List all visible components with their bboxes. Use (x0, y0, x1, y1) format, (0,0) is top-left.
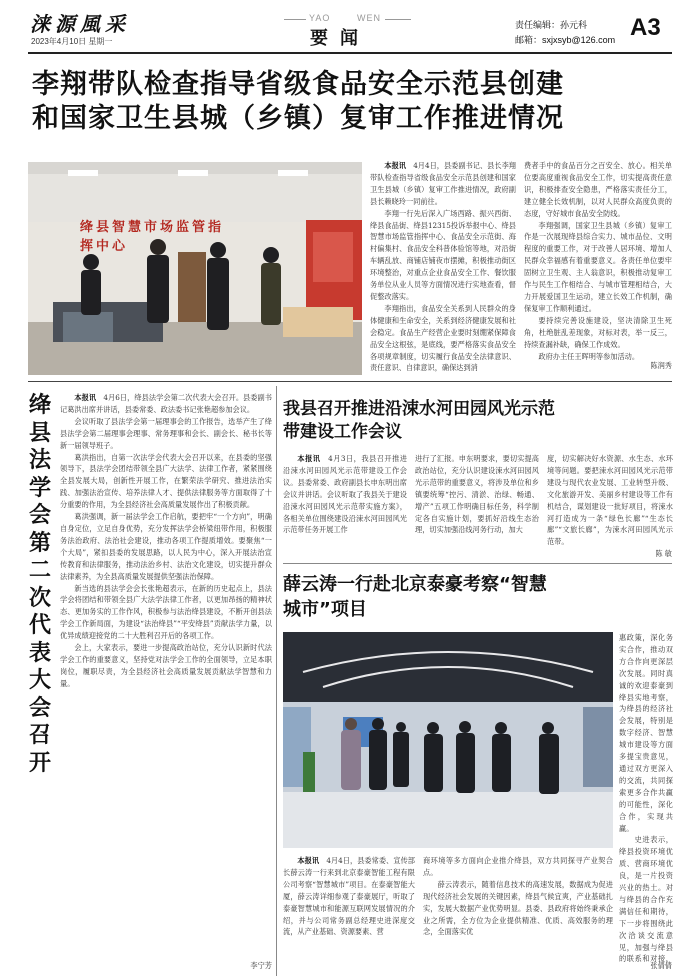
section-divider-right (385, 19, 411, 20)
law-p4: 葛洪强调，新一届法学会工作启航，要把牢“一个方向”，明确自身定位，立足自身优势，充分发挥法学会桥梁纽带作用，积极服务法治政府、法治社会建设，推动各项工作提质增效。要聚焦“一个大局”，紧扣县委的发展思路，以人民为中心，深入开展法治宣传教育和法律服务，推动法治乡村、法治文化建设，切实提升群众法律素养，为全县高质量发展提供坚强法治保障。 (60, 512, 272, 581)
law-p3: 葛洪指出，自第一次法学会代表大会召开以来，在县委的坚强领导下，县法学会团结带领全县广大法学、法律工作者，紧紧围绕全县发展大局，创新性开展工作，在繁荣法学研究、推进法治实践、加强法治宣传、培养法律人才、提供法律服务等方面取得了十分重要的作用，为全县经济社会高质量发展作出了积极贡献。 (60, 452, 272, 510)
smart-city-author: 张倩倩 (650, 961, 672, 970)
section-name: 要闻 (310, 28, 370, 49)
section-pinyin-right: WEN (357, 13, 381, 23)
law-author: 李宁芳 (250, 961, 272, 970)
lead-col2-p4: 政府办主任王晖明等参加活动。 (538, 351, 640, 360)
lead-col1-p2: 李翔一行先后深入广场西路、振兴西街、绛县食品街、绛县12315投诉举报中心、绛县智慧市场监管指挥中心、食品安全示范街、海村偏集村、食品安全科普体验馆等地，对沿街车辆乱放、商铺店铺夜市摆摊，积极推动街区环境整治，对重点企业食品安全工作、餐饮服务单位从业人员等方面情况进行实地查看，督促整改落实。 (370, 208, 516, 301)
lead-column-1 (370, 160, 516, 376)
law-p6: 会上，大家表示，要进一步提高政治站位，充分认识新时代法学会工作的重要意义，坚持党对法学会工作的全面领导，立足本职岗位，履职尽责，为全县经济社会高质量发展贡献法学智慧和力量。 (60, 643, 272, 688)
river-col1-text: 4月3日，我县召开推进沿涑水河田园风光示范带建设工作会议。县委常委、政府副县长申东明出席会议并讲话。会议听取了我县关于建设沿涑水河田园风光示范带实施方案》，各相关单位围绕建设沿涑水河田园风光示范带任务开展工作 (283, 454, 407, 535)
section-pinyin-left: YAO (309, 13, 331, 23)
law-p1: 4月6日，绛县法学会第二次代表大会召开。县委副书记葛洪出席并讲话，县委常委、政法委书记张艳超参加会议。 (60, 393, 272, 414)
email-line: 邮箱：sxjxsyb@126.com (515, 35, 616, 45)
river-headline (283, 398, 673, 444)
river-column-3 (547, 453, 673, 549)
river-column-2 (415, 453, 539, 561)
smart-city-bottom-col2-text: 商环境等多方面向企业推介绛县，双方共同探寻产业契合点。 薛云涛表示，随着信息技术的高速发展，数据成为促进现代经济社会发展的关键因素，绛县气候宜爽，产业基础扎实，发展大数据产业优势明显。县委、县政府将始终秉承企业之所需，全方位为企业提供精准、优质、高效服务的理念，全面落实优 (423, 856, 613, 937)
lead-col2-p2: 李翔强调，国家卫生县城（乡镇）复审工作是一次展现绛县综合实力、城市品位、文明程度的重要工作，对于改善人居环境、增加人民群众幸福感有着重要意义。各责任单位要牢固树立卫生观、主人翁意识，积极推动复审工作与民生工作相结合、与城市管理相结合，大力开展爱国卫生运动，建立长效工作机制，确保复审工作顺利通过。 (524, 220, 672, 313)
river-headline-line1: 我县召开推进沿涑水河田园风光示范 (283, 399, 555, 419)
law-body (60, 392, 272, 960)
lead-photo-illustration (28, 162, 362, 375)
smart-city-dateline-tag: 本报讯 (297, 856, 320, 865)
issue-date: 2023年4月10日 星期一 (31, 37, 113, 46)
lead-headline (32, 68, 672, 136)
smart-city-photo-illustration (283, 632, 613, 848)
lead-headline-line2: 和国家卫生县城（乡镇）复审工作推进情况 (32, 103, 564, 134)
smart-city-headline (283, 572, 673, 622)
smart-city-bottom-column-1 (283, 855, 415, 975)
lead-col1-p3: 李翔指出，食品安全关系到人民群众的身体健康和生命安全，关系到经济健康发展和社会稳定。食品生产经营企业要时刻绷紧保障食品安全这根弦，是底线，要严格落实食品安全各项规章制度，切实履行食品安全法律意识、责任意识、自律意识，确保达到消 (370, 303, 516, 373)
lead-dateline-tag: 本报讯 (384, 161, 406, 170)
lead-column-2 (524, 160, 672, 360)
smart-city-right-column (619, 632, 673, 964)
river-col3-text: 度，切实解决好水资源、水生态、水环境等问题。要把涑水河田园风光示范带建设与现代农业发展、工业转型升级、文化旅游开发、美丽乡村建设等工作有机结合，谋划建设一批好项目，将涑水河打造成为一条“绿色长廊”“生态长廊”“文旅长廊”，为涑水河田园风光示范带。 (547, 454, 673, 547)
masthead-rule (28, 52, 672, 54)
masthead (0, 0, 700, 58)
lead-photo (28, 162, 362, 375)
lead-col2-p1: 费者手中的食品百分之百安全、放心。相关单位要高度重视食品安全工作，切实提高责任意识，积极排查安全隐患，严格落实责任分工，建立健全长效机制，以对人民群众高度负责的态度，守好城市食品安全防线。 (524, 161, 672, 218)
lead-col2-p3: 要持续完善设施建设，坚决清除卫生死角，杜绝脏乱差现象，对标对表，举一反三，持续查漏补缺，确保工作成效。 (524, 315, 672, 349)
smart-city-right-text: 惠政策，深化务实合作，推动双方合作向更深层次发展。同时真诚的欢迎泰豪到绛县实地考察，为绛县的经济社会发展，特别是数字经济、智慧城市建设等方面多提宝贵意见，通过双方更深入的交流，共同探索更多合作共赢的可能性，深化合作，实现共赢。 史进表示，绛县投资环境优质、营商环境优良，是一片投资兴业的热土。对与绛县的合作充满信任和期待，下一步将围绕此次洽谈交流意见，加强与绛县的联系和对接， (619, 633, 673, 964)
river-col2-text: 进行了汇报。申东明要求，要切实提高政治站位，充分认识建设涑水河田园风光示范带的重要意义，将涉及单位和乡镇要统筹“控污、清淤、治绿、畅通、增产”五项工作明确目标任务，科学制定各自实施计划，要抓好沿线生态治理，切实加强沿线河务行动，加大 (415, 454, 539, 535)
lead-author: 陈润秀 (650, 361, 672, 370)
page-number: A3 (630, 14, 661, 41)
river-column-1 (283, 453, 407, 561)
smart-city-bottom-col1-text: 4月4日，县委常委、宣传部长薛云涛一行来到北京泰豪智能工程有限公司考察“智慧城市”项目。在泰豪智能大厦，薛云涛详细参观了泰豪展厅，听取了泰豪智慧城市和能源互联网发展情况的介绍，并与公司常务副总经理史进深度交流，从产业基础、资源要素、营 (283, 856, 415, 937)
smart-city-headline-line2: 城市”项目 (283, 599, 367, 620)
section-divider-left (284, 19, 306, 20)
editor-line: 责任编辑：孙元科 (515, 20, 588, 30)
lead-col1-p1: 4月4日，县委副书记、县长李翔带队检查指导省级食品安全示范县创建和国家卫生县城（乡镇）复审工作推进情况，政府副县长赖晓玲一同前往。 (370, 161, 516, 206)
paper-name: 涞源風采 (30, 12, 130, 36)
lead-bottom-rule (28, 381, 672, 382)
law-column-divider (276, 386, 277, 976)
river-headline-line2: 带建设工作会议 (283, 422, 402, 442)
law-p2: 会议听取了县法学会第一届理事会的工作报告，选举产生了绛县法学会第二届理事会理事、常务理事和会长、副会长、秘书长等新一届领导班子。 (60, 416, 272, 450)
smart-city-photo (283, 632, 613, 848)
river-dateline-tag: 本报讯 (297, 454, 321, 463)
law-dateline-tag: 本报讯 (74, 393, 97, 402)
lead-headline-line1: 李翔带队检查指导省级食品安全示范县创建 (32, 69, 564, 100)
lead-photo-banner: 绛县智慧市场监管指挥中心 (80, 220, 225, 254)
smart-city-headline-line1: 薛云涛一行赴北京泰豪考察“智慧 (283, 574, 547, 595)
smart-city-bottom-column-2 (423, 855, 613, 975)
law-p5: 新当选的县法学会会长张艳超表示，在新的历史起点上，县法学会将团结和带领全县广大法学法律工作者，以更加昂扬的精神状态、更加务实的工作作风，积极参与法治绛县建设，不断开创县法学会工作新局面，为建设“法治绛县”“平安绛县”贡献法学力量，以优异成绩迎接党的二十大胜利召开后的各项工作。 (60, 583, 272, 641)
river-bottom-rule (283, 563, 672, 564)
law-headline: 绛县法学会第二次代表大会召开 (29, 393, 52, 776)
river-author: 陈 敏 (655, 549, 672, 558)
